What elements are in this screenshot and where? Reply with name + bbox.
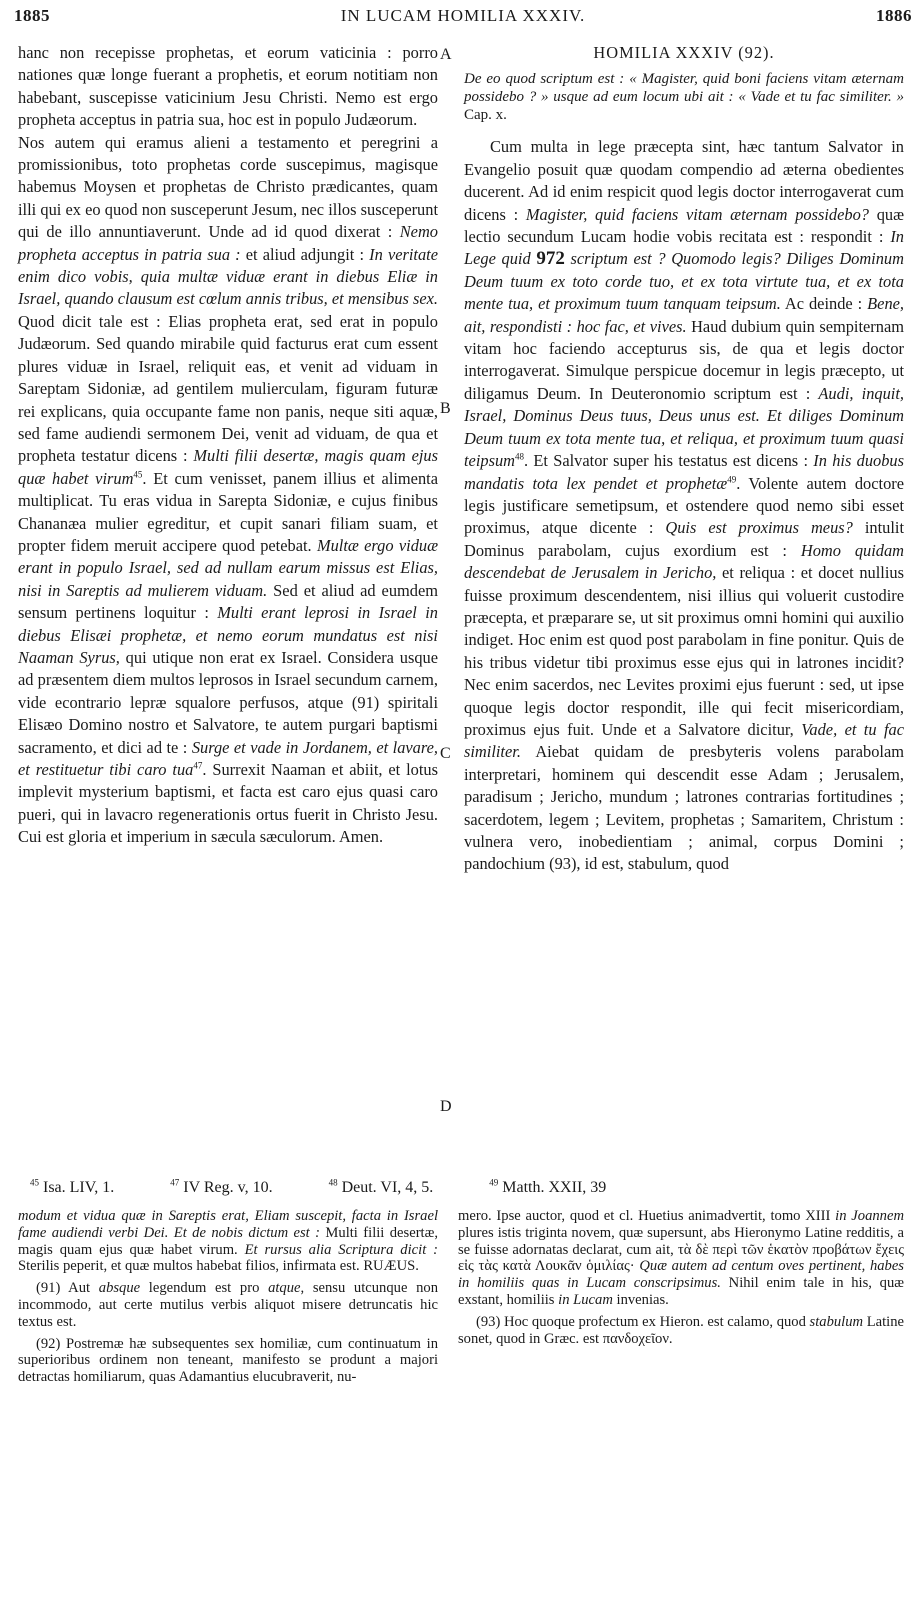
ref-number: 49 — [489, 1177, 499, 1188]
note-text: Sterilis peperit, et quæ multos habebat filios, infirmata est. RUÆUS. — [18, 1258, 419, 1275]
note-italic: atque — [268, 1280, 301, 1297]
scripture-ref — [170, 1179, 298, 1196]
ref-text: Matth. XXII, 39 — [502, 1179, 607, 1196]
text-run: quæ lectio secundum Lucam hodie vobis recitata est : respondit : — [464, 204, 905, 247]
text-run: . Volente autem doctore legis justificare semetipsum, et ostendere quod nemo sibi esset proximus, atque dicente : — [464, 473, 904, 538]
chapter-ref: Cap. x. — [464, 107, 507, 124]
note-text: Multi filii desertæ, magis quam ejus quæ habet virum. — [18, 1224, 438, 1258]
note-italic: Quæ autem ad centum oves pertinent, habes in homiliis quas in Lucam conscripsimus. — [458, 1258, 904, 1292]
scripture-ref — [329, 1179, 460, 1196]
note-italic: modum et vidua quæ in Sareptis erat, Eliam suscepit, facta in Israel fame audiendi verbi Dei. Et de nobis dictum est : — [18, 1208, 438, 1241]
note-italic: in Joannem — [835, 1208, 904, 1224]
note-text: , sensu utcunque non incommodo, aut certe mutilus verbis aliquot misere detruncatis hic textus est. — [18, 1280, 438, 1330]
note-text: (91) Aut — [36, 1280, 99, 1297]
left-paragraph-2 — [18, 132, 438, 849]
right-paragraph-1 — [464, 136, 904, 875]
margin-letter-a: A — [440, 46, 452, 63]
note-91 — [18, 1280, 438, 1330]
note-italic: in Lucam — [558, 1291, 613, 1308]
ref-number: 47 — [170, 1177, 180, 1188]
scripture-references — [30, 1179, 658, 1197]
text-run: Aiebat quidam de presbyteris volens parabolam interpretari, hominem qui descendit esse Adam ; Jerusalem, paradisum ; Jericho, mundum ; latrones contrarias fortitudines ; sacerdotem, legem ; Levitem, prophetas ; Samaritem, Christum : vulnera vero, inobedientiam ; animal, corpus Domini ; pandochium (93), id est, stabulum, quod — [464, 742, 904, 874]
note-text: Nihil enim tale in his, quæ exstant, homiliis — [458, 1275, 904, 1308]
text-run: Quod dicit tale est : Elias propheta erat, sed erat in populo Judæorum. Sed quando mirabile quid facturus erat cum essent plures viduæ in Israel, reliquit eas, et venit ad viduam in Sareptam Sidoniæ, ad gentilem mulierculam, figuram futuræ rei explicans, quia occupante fame non panis, neque siti aquæ, sed fame audiendi sermonem Dei, venit ad viduam, de qua et propheta testatur dicens : — [18, 311, 438, 466]
ref-number: 45 — [30, 1177, 39, 1188]
note-text: (93) Hoc quoque profectum ex Hieron. est calamo, quod — [476, 1313, 810, 1330]
ref-number: 48 — [328, 1177, 338, 1188]
text-run: Haud dubium quin sempiternam vitam hoc faciendo accepturus sis, de qua et legis doctor interrogaverat. Simulque perspicue docemur in legis præcepto, ut diligamus Deum. In Deuteronomio scriptum est : — [464, 316, 904, 403]
text-run: . Surrexit Naaman et abiit, et lotus implevit mysterium baptismi, et facta est caro ejus quasi caro pueri, qui in lavacro regenerationis ortus fuerit in Christo Jesu. Cui est gloria et imperium in sæcula sæculorum. Amen. — [18, 760, 439, 847]
page-header — [14, 6, 912, 32]
scripture-ref — [489, 1179, 632, 1196]
note-text: mero. Ipse auctor, quod et cl. Huetius animadvertit, tomo XIII — [458, 1208, 836, 1224]
text-run: . Et cum venisset, panem illius et alimenta multiplicat. Tu eras vidua in Sarepta Sidoniæ, e cujus finibus Chananæa mulier egreditur, et cupit sanari filiam suam, et propter fidem meruit accipere quod petebat. — [18, 468, 438, 555]
ref-text: IV Reg. v, 10. — [183, 1179, 273, 1196]
text-run: Nos autem qui eramus alieni a testamento et peregrini a promissionibus, toto prophetas corde suscepimus, magisque habemus Moysen et prophetas de Christo prædicantes, quam illi qui ex eo quod non susceperunt Jesum, nec illos susceperunt qui de illo annuntiaverunt. Unde ad id quod dixerat : — [18, 132, 438, 242]
quote-run: In Lege quid — [464, 227, 904, 269]
column-number: 972 — [536, 248, 565, 270]
note-92: (92) Postremæ hæ subsequentes sex homiliæ, cum continuatum in superioribus ordinem non teneant, manifesto se produnt a majori detractas homiliarum, quas Adamantius elucubraverit, nu- — [18, 1335, 438, 1386]
text-run: et aliud adjungit : — [240, 244, 370, 264]
note-italic: Et rursus alia Scriptura dicit : — [244, 1241, 439, 1258]
note-93 — [458, 1314, 904, 1348]
right-column — [464, 42, 904, 876]
homily-title: HOMILIA XXXIV (92). — [593, 43, 775, 62]
note-italic: stabulum — [809, 1313, 864, 1330]
note-text: legendum est pro — [140, 1280, 269, 1297]
note-text: plures istis triginta novem, quæ supersunt, abs Hieronymo Latine redditis, a se fuisse adornatas declarat, cum ait, τὰ δὲ περὶ τῶν ἑκατὸν προβάτων ἔχεις εἰς τὰς κατὰ Λουκᾶν ὁμιλίας· — [458, 1224, 904, 1275]
quote-run: Audi, inquit, Israel, Dominus Deus tuus, Deus unus est. Et diliges Dominum Deum tuum ex tota mente tua, et reliqua, et proximum tuum quasi teipsum — [464, 383, 904, 471]
quote-run: Magister, quid faciens vitam æternam possidebo? — [525, 204, 869, 224]
argument-text: De eo quod scriptum est : « Magister, quid boni faciens vitam æternam possidebo ? » usque ad eum locum ubi ait : « Vade et tu fac similiter. » — [464, 71, 904, 106]
margin-letter-c: C — [440, 745, 451, 762]
text-run: qui utique non erat ex Israel. Considera usque ad præsentem diem multos leprosos in Israel secundum carnem, vide econtrario lepræ squalore perfusos, atque (91) spiritali Elisæo Domino nostro et Salvatore, te autem purgari baptismi sacramento, et dici ad te : — [18, 647, 438, 757]
footnote-marker: 45 — [133, 469, 143, 480]
left-column — [18, 42, 438, 849]
quote-run: scriptum est ? Quomodo legis? Diliges Dominum Deum tuum ex toto corde tuo, et ex tota virtute tua, et ex tota mente tua, et proximum tuum tanquam teipsum. — [464, 249, 904, 314]
quote-run: Multæ ergo viduæ erant in populo Israel, sed ad nullam earum missus est Elias, nisi in Sareptis ad mulierem viduam. — [18, 535, 439, 600]
note-italic: absque — [98, 1280, 141, 1297]
page-number-left: 1885 — [14, 6, 50, 25]
margin-letter-d: D — [440, 1098, 452, 1115]
quote-run: Multi erant leprosi in Israel in diebus Elisæi prophetæ, et nemo eorum mundatus est nisi Naaman Syrus, — [18, 603, 438, 667]
quote-run: In veritate enim dico vobis, quia multæ viduæ erant in diebus Eliæ in Israel, quando clausum est cœlum annis tribus, et mensibus sex. — [18, 244, 438, 309]
margin-letter-b: B — [440, 400, 451, 417]
text-run: et reliqua : et docet nullius fuisse proximum descendentem, nisi illius qui voluerit custodire præcepta, et præparare se, ut sit proximus omni homini qui auxilio indiget. Hoc enim est quod post parabolam in fine ponitur. Quis de his tribus videtur tibi proximus esse ejus qui in latrones incidit? Nec enim sacerdos, nec Levites proximi ejus fuerunt : sed, ut ipse quoque legis doctor respondit, ille qui fecit misericordiam, proximus ejus fuit. Unde et a Salvatore dicitur, — [464, 563, 904, 739]
scripture-ref — [30, 1179, 140, 1196]
left-paragraph-1: hanc non recepisse prophetas, et eorum vaticinia : porro nationes quæ longe fuerant a prophetis, et eorum notitiam non habebant, suscepisse vaticinium Jesu Christi. Nemo est ergo propheta acceptus in patria sua, hoc est in populo Judæorum. — [18, 43, 438, 130]
quote-run: Homo quidam descendebat de Jerusalem in Jericho, — [464, 540, 904, 583]
quote-run: Nemo propheta acceptus in patria sua : — [18, 222, 438, 264]
text-run: Cum multa in lege præcepta sint, hæc tantum Salvator in Evangelio posuit quæ quodam compendio ad æterna obedientes ducerent. Ad id enim respicit quod legis doctor interrogaverat cum dicens : — [464, 137, 904, 224]
homily-argument — [464, 70, 904, 124]
quote-run: Vade, et tu fac similiter. — [464, 719, 904, 762]
quote-run: Surge et vade in Jordanem, et lavare, et restituetur tibi caro tua — [18, 737, 439, 779]
quote-run: In his duobus mandatis tota lex pendet et prophetæ — [464, 451, 904, 493]
quote-run: Quis est proximus meus? — [665, 518, 853, 538]
ref-text: Deut. VI, 4, 5. — [341, 1179, 434, 1196]
note-text: Latine sonet, quod in Græc. est πανδοχεῖον. — [458, 1313, 904, 1347]
notes-right-column — [458, 1208, 904, 1352]
text-run: . Et Salvator super his testatus est dicens : — [524, 451, 814, 471]
page-number-right: 1886 — [876, 6, 912, 25]
note-continuation — [18, 1208, 438, 1275]
quote-run: Bene, ait, respondisti : hoc fac, et vives. — [464, 294, 905, 336]
ref-text: Isa. LIV, 1. — [43, 1179, 115, 1196]
footnote-marker: 47 — [193, 760, 203, 771]
text-run: intulit Dominus parabolam, cujus exordium est : — [464, 518, 905, 560]
footnote-marker: 48 — [515, 451, 524, 462]
note-text: invenias. — [612, 1291, 669, 1308]
notes-left-column — [18, 1208, 438, 1391]
quote-run: Multi filii desertæ, magis quam ejus quæ habet virum — [18, 446, 438, 488]
text-run: Sed et aliud ad eumdem sensum pertinens loquitur : — [18, 580, 438, 623]
footnote-marker: 49 — [727, 474, 737, 485]
text-run: Ac deinde : — [780, 294, 868, 314]
note-92-continuation — [458, 1208, 904, 1309]
running-title: IN LUCAM HOMILIA XXXIV. — [340, 6, 586, 25]
